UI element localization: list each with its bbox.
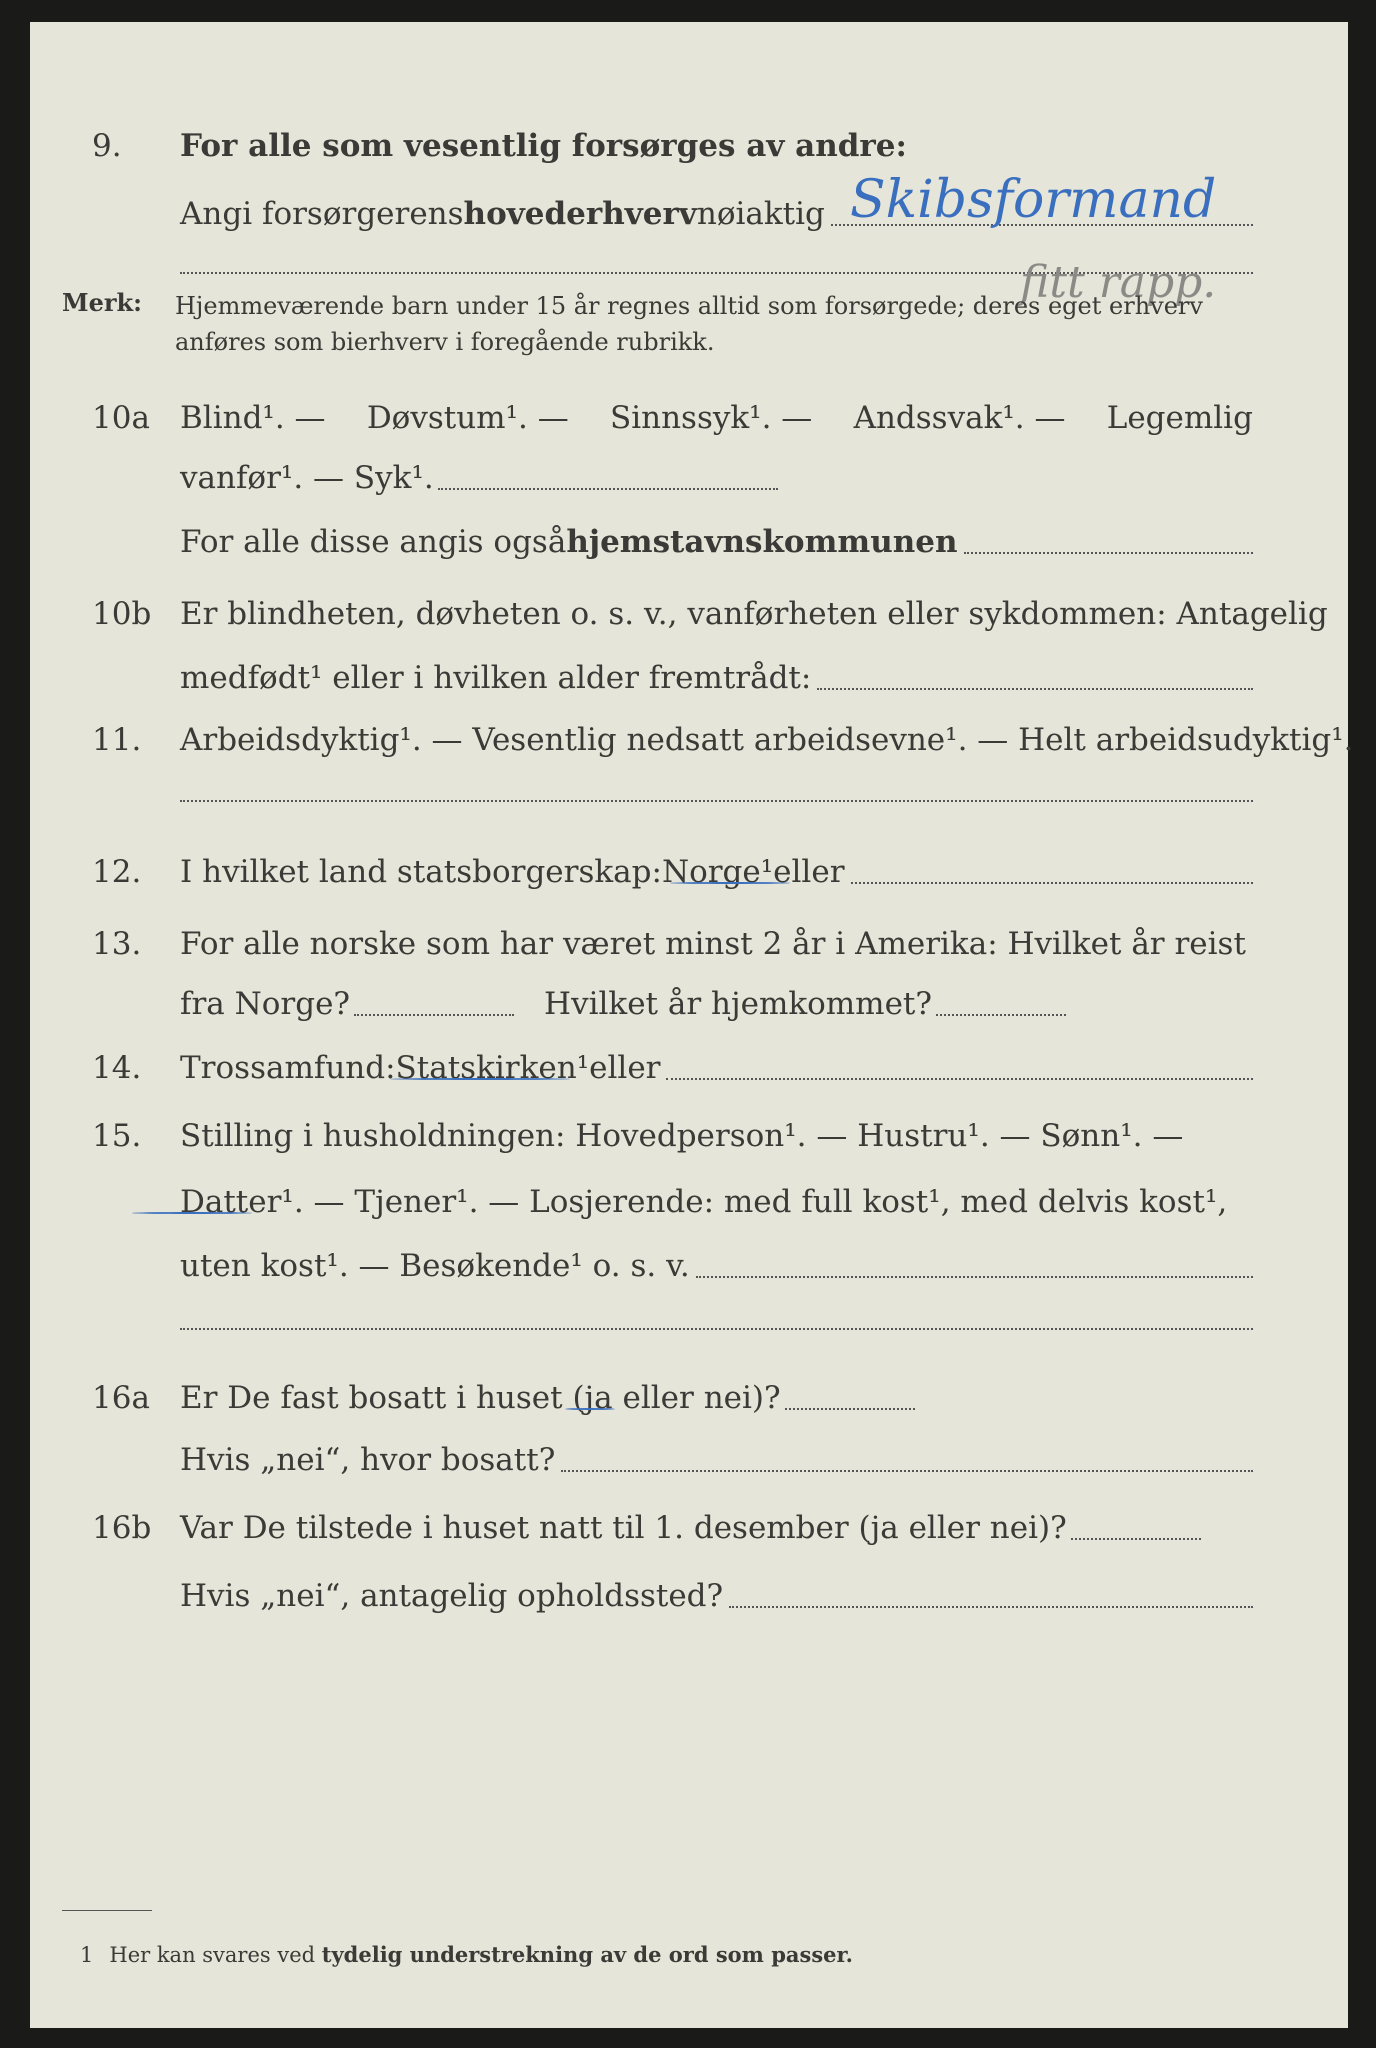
footnote-mark: 1 — [80, 1943, 94, 1967]
option-dovstum[interactable]: Døvstum¹. — — [366, 400, 569, 436]
q13-line1: For alle norske som har været minst 2 år i Amerika: Hvilket år reist — [180, 926, 1246, 962]
q16b-opholdssted-line[interactable] — [729, 1605, 1253, 1608]
q14-number: 14. — [92, 1050, 142, 1086]
q9-number: 9. — [92, 128, 122, 164]
statskirken-underline — [390, 1078, 570, 1080]
q16b-line1: Var De tilstede i huset natt til 1. desember (ja eller nei)? — [180, 1510, 1067, 1546]
q14-option-statskirken[interactable]: Statskirken¹ — [395, 1050, 590, 1086]
option-blind[interactable]: Blind¹. — — [180, 400, 326, 436]
q9-line2c: nøiaktig — [696, 196, 825, 232]
q16a-number: 16a — [92, 1380, 150, 1416]
footnote — [80, 1942, 853, 1967]
q16a-bosatt-line[interactable] — [561, 1469, 1253, 1472]
q13-reist-line[interactable] — [354, 1013, 514, 1016]
q11-line1[interactable]: Arbeidsdyktig¹. — Vesentlig nedsatt arbeidsevne¹. — Helt arbeidsudyktig¹. — [180, 722, 1354, 758]
q10a-number: 10a — [92, 400, 150, 436]
footnote-divider — [62, 1910, 152, 1911]
q12-text: I hvilket land statsborgerskap: — [180, 854, 662, 890]
q10b-line2: medfødt¹ eller i hvilken alder fremtrådt: — [180, 660, 812, 696]
census-form-page — [30, 22, 1354, 2028]
q15-line3[interactable]: uten kost¹. — Besøkende¹ o. s. v. — [180, 1248, 690, 1284]
q16b-number: 16b — [92, 1510, 152, 1546]
q13-number: 13. — [92, 926, 142, 962]
q16a-line1: Er De fast bosatt i huset (ja eller nei)? — [180, 1380, 781, 1416]
q15-line1[interactable]: Stilling i husholdningen: Hovedperson¹. — Hustru¹. — Sønn¹. — — [180, 1118, 1184, 1154]
merk-line1: Hjemmeværende barn under 15 år regnes alltid som forsørgede; deres eget erhverv — [175, 292, 1203, 320]
q15-number: 15. — [92, 1118, 142, 1154]
q11-answer-line[interactable] — [180, 800, 1253, 802]
q9-line1: For alle som vesentlig forsørges av andre: — [180, 128, 907, 164]
q16b-line2: Hvis „nei“, antagelig opholdssted? — [180, 1578, 724, 1614]
q16a-answer-line[interactable] — [785, 1407, 915, 1410]
q10a-line2: vanfør¹. — Syk¹. — [180, 460, 434, 496]
q14-text: Trossamfund: — [180, 1050, 396, 1086]
q12-answer-line[interactable] — [851, 881, 1253, 884]
q10b-line1: Er blindheten, døvheten o. s. v., vanførheten eller sykdommen: Antagelig — [180, 596, 1328, 632]
q15-extra-line[interactable] — [180, 1328, 1253, 1330]
q10a-line3a: For alle disse angis også — [180, 524, 567, 560]
q11-number: 11. — [92, 722, 142, 758]
merk-line2: anføres som bierhverv i foregående rubrikk. — [175, 328, 715, 356]
q10a-hjemstavn-line[interactable] — [964, 551, 1253, 554]
footnote-text-b: tydelig understrekning av de ord som passer. — [321, 1942, 853, 1967]
q15-answer-line[interactable] — [696, 1275, 1253, 1278]
ja-underline — [565, 1408, 615, 1410]
merk-label: Merk: — [62, 288, 142, 317]
q14-answer-line[interactable] — [666, 1077, 1253, 1080]
norge-underline — [670, 882, 790, 884]
option-sinnssyk[interactable]: Sinnssyk¹. — — [609, 400, 813, 436]
q12-number: 12. — [92, 854, 142, 890]
q13-hjemkommet-line[interactable] — [936, 1013, 1066, 1016]
q9-line2a: Angi forsørgerens — [180, 196, 464, 232]
q12-text-eller: eller — [773, 854, 845, 890]
q9-line2b: hovederhverv — [463, 196, 697, 232]
q10a-line3b: hjemstavnskommunen — [566, 524, 958, 560]
q10b-number: 10b — [92, 596, 152, 632]
q13-line2a: fra Norge? — [180, 986, 351, 1022]
q9-pencil-note: fitt rapp. — [1020, 257, 1217, 308]
q16b-answer-line[interactable] — [1071, 1537, 1201, 1540]
q14-text-eller: eller — [589, 1050, 661, 1086]
q13-line2b: Hvilket år hjemkommet? — [544, 986, 933, 1022]
q10b-answer-line[interactable] — [817, 687, 1253, 690]
q9-handwritten-answer: Skibsformand — [850, 170, 1217, 230]
q12-option-norge[interactable]: Norge¹ — [661, 854, 774, 890]
datter-underline — [132, 1212, 252, 1214]
footnote-text-a: Her kan svares ved — [109, 1943, 322, 1967]
q15-line2[interactable]: Datter¹. — Tjener¹. — Losjerende: med full kost¹, med delvis kost¹, — [180, 1184, 1228, 1220]
q16a-line2: Hvis „nei“, hvor bosatt? — [180, 1442, 556, 1478]
option-andssvak[interactable]: Andssvak¹. — — [853, 400, 1066, 436]
option-legemlig[interactable]: Legemlig — [1106, 400, 1253, 436]
q10a-answer-line[interactable] — [438, 487, 778, 490]
